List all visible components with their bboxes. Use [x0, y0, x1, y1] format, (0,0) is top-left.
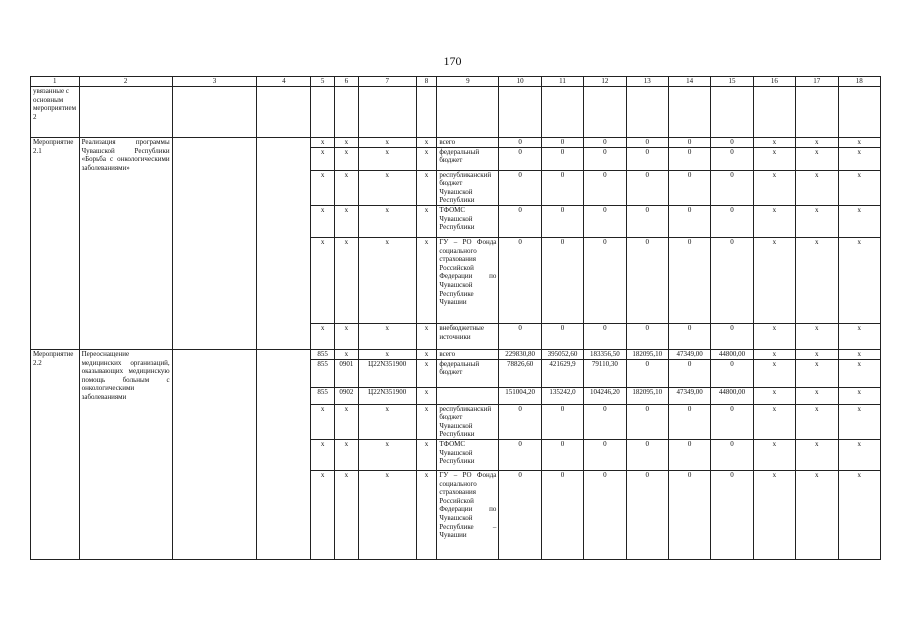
funding-source-cell: республиканский бюджет Чувашской Республики [437, 404, 499, 439]
value-cell: x [311, 147, 335, 170]
value-cell: 182095,10 [626, 387, 668, 404]
value-cell: 0 [499, 404, 541, 439]
empty-cell [753, 87, 795, 138]
value-cell: x [334, 147, 358, 170]
measure-number-cell: Мероприятие 2.1 [31, 138, 80, 350]
header-cell: 7 [358, 77, 416, 87]
value-cell: x [753, 237, 795, 323]
value-cell: x [796, 359, 838, 387]
value-cell: 0 [711, 359, 753, 387]
value-cell: x [796, 323, 838, 349]
value-cell: x [358, 237, 416, 323]
empty-cell [437, 87, 499, 138]
value-cell: 0 [668, 205, 710, 237]
empty-cell [626, 87, 668, 138]
value-cell: x [838, 138, 881, 148]
value-cell: x [358, 205, 416, 237]
value-cell: x [796, 470, 838, 559]
value-cell: x [753, 470, 795, 559]
value-cell: x [311, 470, 335, 559]
value-cell: 229830,80 [499, 349, 541, 359]
value-cell: x [334, 237, 358, 323]
value-cell: x [753, 205, 795, 237]
value-cell: 0 [626, 470, 668, 559]
value-cell: Ц22N351900 [358, 359, 416, 387]
empty-cell [499, 87, 541, 138]
table-row [31, 138, 881, 148]
value-cell: x [416, 147, 437, 170]
empty-cell [796, 87, 838, 138]
empty-cell [668, 87, 710, 138]
value-cell: 0 [541, 237, 583, 323]
value-cell: x [416, 349, 437, 359]
empty-cell [257, 87, 311, 138]
value-cell: 0 [541, 323, 583, 349]
funding-source-cell: ГУ – РО Фонда социального страхования Российской Федерации по Чувашской Республике – Чувашии [437, 470, 499, 559]
value-cell: 0 [626, 170, 668, 205]
value-cell: x [311, 205, 335, 237]
value-cell: 0 [499, 205, 541, 237]
value-cell: x [416, 237, 437, 323]
value-cell: 0 [584, 439, 626, 470]
funding-source-cell: федеральный бюджет [437, 147, 499, 170]
value-cell: 0 [668, 439, 710, 470]
value-cell: 0 [499, 439, 541, 470]
funding-source-cell [437, 387, 499, 404]
value-cell: x [796, 387, 838, 404]
value-cell: 0 [584, 404, 626, 439]
header-cell: 5 [311, 77, 335, 87]
value-cell: 0 [541, 404, 583, 439]
header-cell: 8 [416, 77, 437, 87]
value-cell: 0 [626, 359, 668, 387]
header-cell: 17 [796, 77, 838, 87]
value-cell: 0902 [334, 387, 358, 404]
value-cell: x [796, 349, 838, 359]
value-cell: x [753, 359, 795, 387]
value-cell: x [753, 323, 795, 349]
value-cell: x [416, 439, 437, 470]
value-cell: x [358, 147, 416, 170]
value-cell: 0 [584, 237, 626, 323]
value-cell: x [796, 404, 838, 439]
value-cell: x [334, 323, 358, 349]
value-cell: 0 [711, 205, 753, 237]
value-cell: x [838, 404, 881, 439]
header-cell: 3 [172, 77, 257, 87]
value-cell: x [838, 387, 881, 404]
header-cell: 9 [437, 77, 499, 87]
value-cell: 0 [499, 237, 541, 323]
header-cell: 1 [31, 77, 80, 87]
value-cell: x [838, 170, 881, 205]
measure-cell: увязанные с основным мероприятием 2 [31, 87, 80, 138]
value-cell: x [334, 439, 358, 470]
funding-source-cell: внебюджетные источники [437, 323, 499, 349]
value-cell: x [838, 323, 881, 349]
value-cell: 0 [584, 323, 626, 349]
value-cell: 0 [541, 470, 583, 559]
value-cell: 0 [626, 404, 668, 439]
header-cell: 4 [257, 77, 311, 87]
empty-cell [172, 87, 257, 138]
value-cell: 0901 [334, 359, 358, 387]
value-cell: 0 [626, 138, 668, 148]
value-cell: x [753, 147, 795, 170]
value-cell: 0 [626, 439, 668, 470]
value-cell: 0 [541, 138, 583, 148]
value-cell: 0 [711, 147, 753, 170]
value-cell: x [796, 439, 838, 470]
value-cell: 183356,50 [584, 349, 626, 359]
funding-source-cell: федеральный бюджет [437, 359, 499, 387]
empty-cell [541, 87, 583, 138]
value-cell: x [838, 147, 881, 170]
measure-number-cell: Мероприятие 2.2 [31, 349, 80, 559]
value-cell: x [358, 470, 416, 559]
empty-cell [311, 87, 335, 138]
value-cell: x [416, 404, 437, 439]
value-cell: 395052,60 [541, 349, 583, 359]
value-cell: x [416, 387, 437, 404]
value-cell: x [416, 205, 437, 237]
empty-cell [334, 87, 358, 138]
value-cell: 0 [711, 470, 753, 559]
value-cell: 44800,00 [711, 349, 753, 359]
value-cell: 0 [584, 170, 626, 205]
value-cell: x [416, 470, 437, 559]
value-cell: 0 [711, 170, 753, 205]
value-cell: 0 [541, 170, 583, 205]
value-cell: 0 [711, 404, 753, 439]
value-cell: 0 [668, 170, 710, 205]
value-cell: 0 [711, 237, 753, 323]
value-cell: 0 [499, 323, 541, 349]
table-row [31, 87, 881, 138]
value-cell: 47349,00 [668, 349, 710, 359]
value-cell: 0 [668, 404, 710, 439]
value-cell: x [796, 138, 838, 148]
value-cell: x [753, 404, 795, 439]
value-cell: 0 [499, 170, 541, 205]
value-cell: x [311, 237, 335, 323]
value-cell: 0 [626, 147, 668, 170]
value-cell: 0 [668, 237, 710, 323]
value-cell: x [311, 404, 335, 439]
value-cell: 0 [584, 147, 626, 170]
value-cell: x [838, 470, 881, 559]
value-cell: x [334, 205, 358, 237]
empty-cell [172, 138, 257, 350]
measure-title-cell: Реализация программы Чувашской Республики «Борьба с онкологическими заболеваниями» [79, 138, 172, 350]
value-cell: x [334, 470, 358, 559]
value-cell: 855 [311, 387, 335, 404]
value-cell: x [753, 439, 795, 470]
budget-table [30, 76, 881, 560]
page-number: 170 [443, 54, 462, 68]
funding-source-cell: республиканский бюджет Чувашской Республики [437, 170, 499, 205]
value-cell: x [358, 170, 416, 205]
value-cell: x [311, 439, 335, 470]
value-cell: 0 [499, 138, 541, 148]
value-cell: 0 [499, 147, 541, 170]
value-cell: 0 [584, 138, 626, 148]
value-cell: x [838, 205, 881, 237]
value-cell: 151004,20 [499, 387, 541, 404]
funding-source-cell: ТФОМС Чувашской Республики [437, 439, 499, 470]
value-cell: 421629,9 [541, 359, 583, 387]
value-cell: 0 [626, 323, 668, 349]
value-cell: x [334, 404, 358, 439]
header-cell: 11 [541, 77, 583, 87]
value-cell: 0 [541, 147, 583, 170]
value-cell: 135242,0 [541, 387, 583, 404]
header-cell: 10 [499, 77, 541, 87]
value-cell: 0 [584, 470, 626, 559]
header-cell: 15 [711, 77, 753, 87]
value-cell: x [838, 439, 881, 470]
value-cell: x [358, 138, 416, 148]
value-cell: 855 [311, 349, 335, 359]
empty-cell [172, 349, 257, 559]
funding-source-cell: ГУ – РО Фонда социального страхования Российской Федерации по Чувашской Республике Чувашии [437, 237, 499, 323]
value-cell: 0 [668, 147, 710, 170]
value-cell: 0 [541, 205, 583, 237]
value-cell: x [838, 237, 881, 323]
value-cell: x [753, 170, 795, 205]
empty-cell [838, 87, 881, 138]
value-cell: x [838, 359, 881, 387]
value-cell: 0 [499, 470, 541, 559]
value-cell: x [416, 170, 437, 205]
measure-title-cell: Переоснащение медицинских организаций, оказывающих медицинскую помощь больным с онкологическими заболеваниями [79, 349, 172, 559]
empty-cell [257, 349, 311, 559]
value-cell: 0 [626, 237, 668, 323]
funding-source-cell: ТФОМС Чувашской Республики [437, 205, 499, 237]
value-cell: x [796, 147, 838, 170]
value-cell: x [311, 170, 335, 205]
empty-cell [711, 87, 753, 138]
value-cell: 0 [668, 470, 710, 559]
header-cell: 18 [838, 77, 881, 87]
value-cell: 0 [626, 205, 668, 237]
value-cell: 182095,10 [626, 349, 668, 359]
value-cell: 0 [668, 359, 710, 387]
value-cell: 0 [584, 205, 626, 237]
value-cell: x [753, 349, 795, 359]
value-cell: Ц22N351900 [358, 387, 416, 404]
header-cell: 6 [334, 77, 358, 87]
value-cell: x [796, 237, 838, 323]
value-cell: x [334, 170, 358, 205]
table-row [31, 349, 881, 359]
value-cell: x [358, 439, 416, 470]
value-cell: 44800,00 [711, 387, 753, 404]
value-cell: 0 [711, 439, 753, 470]
value-cell: 855 [311, 359, 335, 387]
header-cell: 2 [79, 77, 172, 87]
value-cell: x [796, 205, 838, 237]
value-cell: 0 [668, 138, 710, 148]
value-cell: 79110,30 [584, 359, 626, 387]
value-cell: 0 [711, 138, 753, 148]
value-cell: x [838, 349, 881, 359]
value-cell: 0 [668, 323, 710, 349]
value-cell: 0 [541, 439, 583, 470]
header-row [31, 77, 881, 87]
value-cell: x [334, 349, 358, 359]
value-cell: 0 [711, 323, 753, 349]
funding-source-cell: всего [437, 349, 499, 359]
empty-cell [416, 87, 437, 138]
header-cell: 16 [753, 77, 795, 87]
value-cell: x [753, 387, 795, 404]
value-cell: x [358, 349, 416, 359]
value-cell: x [416, 323, 437, 349]
value-cell: x [796, 170, 838, 205]
empty-cell [79, 87, 172, 138]
value-cell: 47349,00 [668, 387, 710, 404]
value-cell: x [358, 323, 416, 349]
empty-cell [257, 138, 311, 350]
header-cell: 13 [626, 77, 668, 87]
value-cell: x [334, 138, 358, 148]
header-cell: 14 [668, 77, 710, 87]
value-cell: 78826,60 [499, 359, 541, 387]
empty-cell [358, 87, 416, 138]
value-cell: x [416, 138, 437, 148]
value-cell: x [753, 138, 795, 148]
value-cell: x [358, 404, 416, 439]
empty-cell [584, 87, 626, 138]
value-cell: x [416, 359, 437, 387]
value-cell: x [311, 138, 335, 148]
value-cell: 104246,20 [584, 387, 626, 404]
header-cell: 12 [584, 77, 626, 87]
value-cell: x [311, 323, 335, 349]
funding-source-cell: всего [437, 138, 499, 148]
